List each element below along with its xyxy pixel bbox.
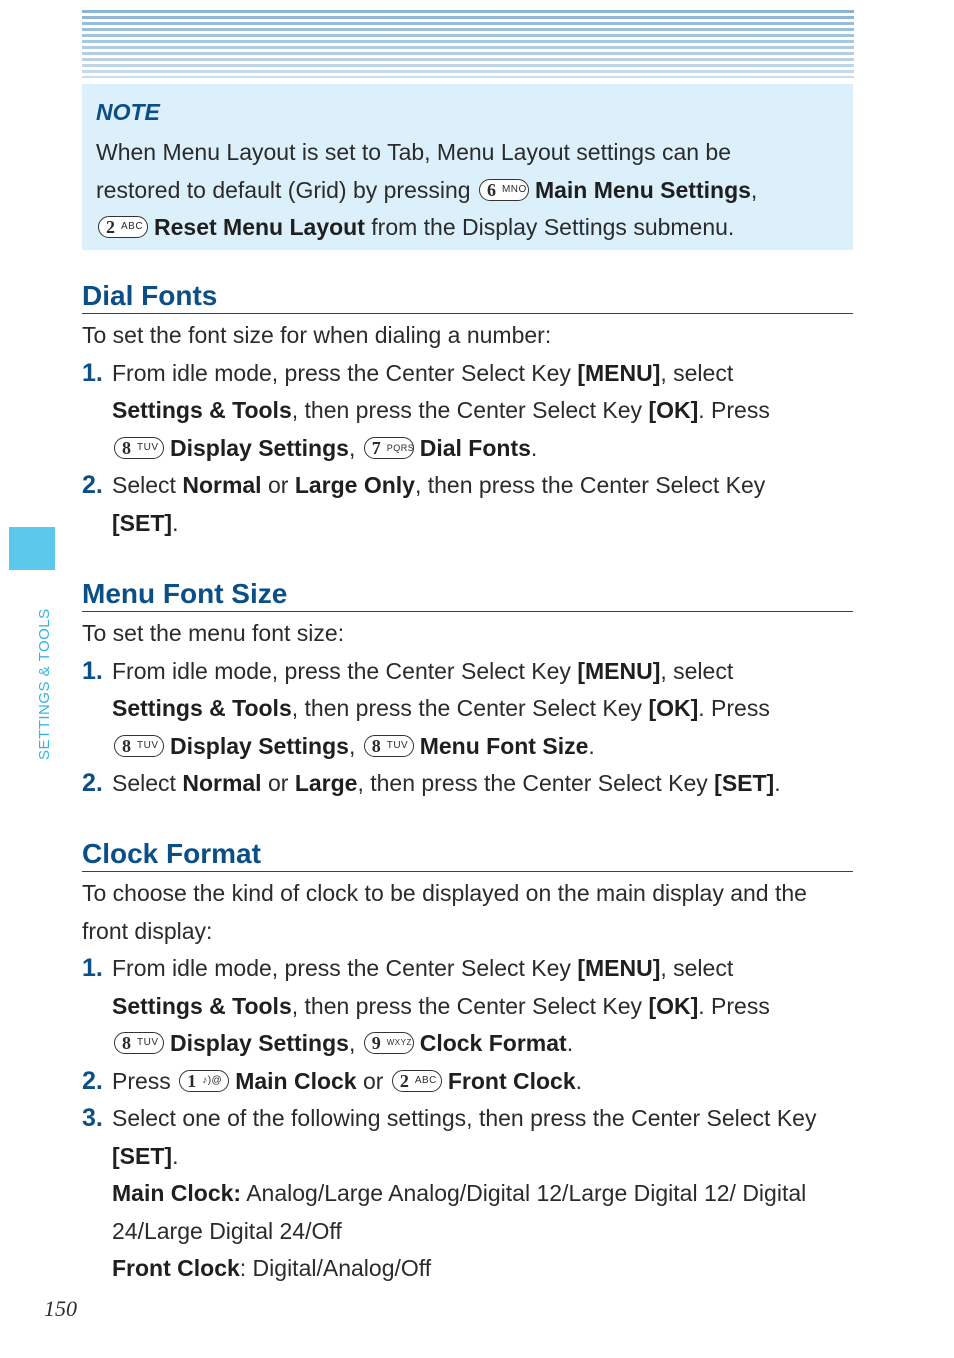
option-values: : Digital/Analog/Off	[239, 1255, 432, 1281]
key-8-icon: 8 TUV	[364, 735, 414, 757]
section-heading: Clock Format	[82, 838, 853, 872]
step-number: 3.	[82, 1104, 103, 1132]
key-9-icon: 9 WXYZ	[364, 1032, 414, 1054]
option-label: Main Clock:	[112, 1180, 242, 1206]
step-1: 1. From idle mode, press the Center Select Key [MENU], select Settings & Tools, then press the Center Select Key [OK]. Press 8 TUV Display Settings, 7 PQRS Dial Fonts.	[82, 355, 853, 468]
step-2: 2. Press 1 ♪)@ Main Clock or 2 ABC Front Clock.	[82, 1063, 853, 1101]
key-2-icon: 2 ABC	[392, 1070, 442, 1092]
section-menu-font-size	[82, 578, 853, 803]
step-number: 1.	[82, 358, 103, 387]
menu-item-reset-menu-layout: Reset Menu Layout	[154, 214, 365, 240]
page-number: 150	[44, 1296, 77, 1321]
key-8-icon: 8 TUV	[114, 437, 164, 459]
step-number: 1.	[82, 656, 103, 685]
section-dial-fonts	[82, 280, 853, 542]
step-3: 3. Select one of the following settings, then press the Center Select Key [SET]. Main Clock: Analog/Large Analog/Digital 12/Large Digital 12/ Digital 24/Large Digital 24/Off Front Clock: Digital/Analog/Off	[82, 1100, 832, 1288]
option-label: Front Clock	[112, 1255, 240, 1281]
note-body: When Menu Layout is set to Tab, Menu Layout settings can be restored to default (Grid) by pressing 6 MNO Main Menu Settings, 2 ABC Reset Menu Layout from the Display Settings submenu.	[96, 139, 758, 240]
option-values: Analog/Large Analog/Digital 12/Large Digital 12/ Digital 24/Large Digital 24/Off	[112, 1180, 807, 1244]
section-intro: To set the menu font size:	[82, 620, 345, 646]
step-number: 2.	[82, 769, 103, 797]
step-1: 1. From idle mode, press the Center Select Key [MENU], select Settings & Tools, then press the Center Select Key [OK]. Press 8 TUV Display Settings, 9 WXYZ Clock Format.	[82, 950, 853, 1063]
key-2-icon: 2 ABC	[98, 216, 148, 238]
side-tab-marker	[9, 527, 55, 570]
key-8-icon: 8 TUV	[114, 1032, 164, 1054]
step-number: 1.	[82, 954, 103, 982]
note-box	[82, 84, 853, 250]
key-6-icon: 6 MNO	[479, 179, 529, 201]
header-stripes	[82, 10, 854, 78]
note-text: from the Display Settings submenu.	[371, 214, 735, 240]
step-1: 1. From idle mode, press the Center Select Key [MENU], select Settings & Tools, then press the Center Select Key [OK]. Press 8 TUV Display Settings, 8 TUV Menu Font Size.	[82, 653, 853, 766]
section-heading: Menu Font Size	[82, 578, 853, 612]
side-section-label: SETTINGS & TOOLS	[36, 608, 53, 760]
section-clock-format	[82, 838, 853, 1288]
section-intro: To choose the kind of clock to be displayed on the main display and the front display:	[82, 880, 807, 944]
step-2: 2. Select Normal or Large Only, then press the Center Select Key [SET].	[82, 467, 853, 542]
note-text: restored to default (Grid) by pressing	[96, 176, 471, 203]
note-title: NOTE	[96, 99, 160, 125]
section-intro: To set the font size for when dialing a number:	[82, 322, 552, 348]
step-number: 2.	[82, 1066, 103, 1095]
menu-item-main-menu-settings: Main Menu Settings	[534, 176, 751, 203]
step-number: 2.	[82, 471, 103, 499]
step-2: 2. Select Normal or Large, then press the Center Select Key [SET].	[82, 765, 853, 803]
key-8-icon: 8 TUV	[114, 735, 164, 757]
key-7-icon: 7 PQRS	[364, 437, 414, 459]
note-text: When Menu Layout is set to Tab, Menu Layout settings can be	[96, 139, 732, 165]
key-1-icon: 1 ♪)@	[179, 1070, 229, 1092]
section-heading: Dial Fonts	[82, 280, 853, 314]
